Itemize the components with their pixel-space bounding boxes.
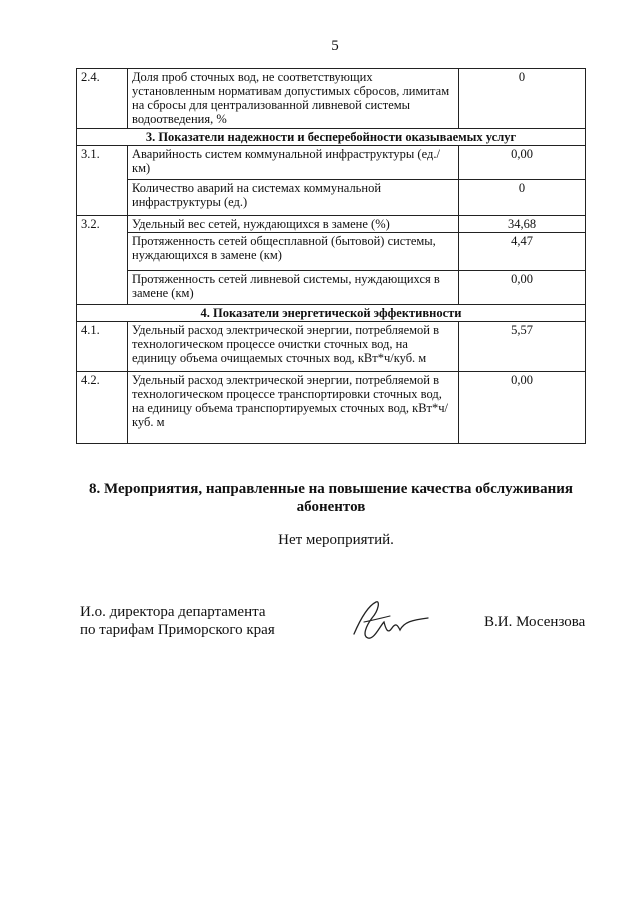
indicator-value: 4,47 — [459, 233, 586, 271]
page-number: 5 — [331, 38, 339, 54]
indicator-text: Удельный расход электрической энергии, потребляемой в технологическом процессе транспортировки сточных вод, на единицу объема транспортируемых сточных вод, кВт*ч/куб. м — [128, 372, 459, 444]
indicator-value: 0,00 — [459, 146, 586, 180]
indicator-text: Удельный вес сетей, нуждающихся в замене (%) — [128, 216, 459, 233]
indicator-value: 0,00 — [459, 271, 586, 305]
indicator-value: 5,57 — [459, 322, 586, 372]
position-line-1: И.о. директора департамента — [80, 604, 266, 620]
table-row — [77, 146, 586, 180]
section-row — [77, 305, 586, 322]
indicator-value: 34,68 — [459, 216, 586, 233]
table-row — [77, 216, 586, 233]
indicator-text: Удельный расход электрической энергии, потребляемой в технологическом процессе очистки сточных вод, на единицу объема очищаемых сточных вод, кВт*ч/куб. м — [128, 322, 459, 372]
handwritten-signature — [346, 596, 432, 644]
indicator-text: Протяженность сетей общесплавной (бытовой) системы, нуждающихся в замене (км) — [128, 233, 459, 271]
table-row — [77, 372, 586, 444]
row-number: 2.4. — [77, 69, 128, 129]
indicator-value: 0 — [459, 180, 586, 216]
position-line-2: по тарифам Приморского края — [80, 622, 275, 638]
row-number: 3.1. — [77, 146, 128, 216]
signatory-name: В.И. Мосензова — [484, 614, 586, 630]
row-number: 4.1. — [77, 322, 128, 372]
indicator-text: Количество аварий на системах коммунальной инфраструктуры (ед.) — [128, 180, 459, 216]
section-row — [77, 129, 586, 146]
table-row — [77, 180, 586, 216]
section-title: 4. Показатели энергетической эффективности — [77, 305, 586, 322]
signatory-position — [80, 603, 275, 639]
indicators-table — [76, 68, 586, 444]
indicator-text: Аварийность систем коммунальной инфраструктуры (ед./км) — [128, 146, 459, 180]
indicator-text: Протяженность сетей ливневой системы, нуждающихся в замене (км) — [128, 271, 459, 305]
section-title: 3. Показатели надежности и бесперебойности оказываемых услуг — [77, 129, 586, 146]
section-8-heading: 8. Мероприятия, направленные на повышение качества обслуживания абонентов — [88, 481, 573, 515]
indicator-text: Доля проб сточных вод, не соответствующих установленным нормативам допустимых сбросов, лимитам на сбросы для централизованной ливневой системы водоотведения, % — [128, 69, 459, 129]
row-number: 4.2. — [77, 372, 128, 444]
table-row — [77, 69, 586, 129]
row-number: 3.2. — [77, 216, 128, 305]
indicator-value: 0,00 — [459, 372, 586, 444]
table-row — [77, 233, 586, 271]
table-row — [77, 322, 586, 372]
no-measures-text: Нет мероприятий. — [278, 532, 394, 548]
table-row — [77, 271, 586, 305]
indicator-value: 0 — [459, 69, 586, 129]
